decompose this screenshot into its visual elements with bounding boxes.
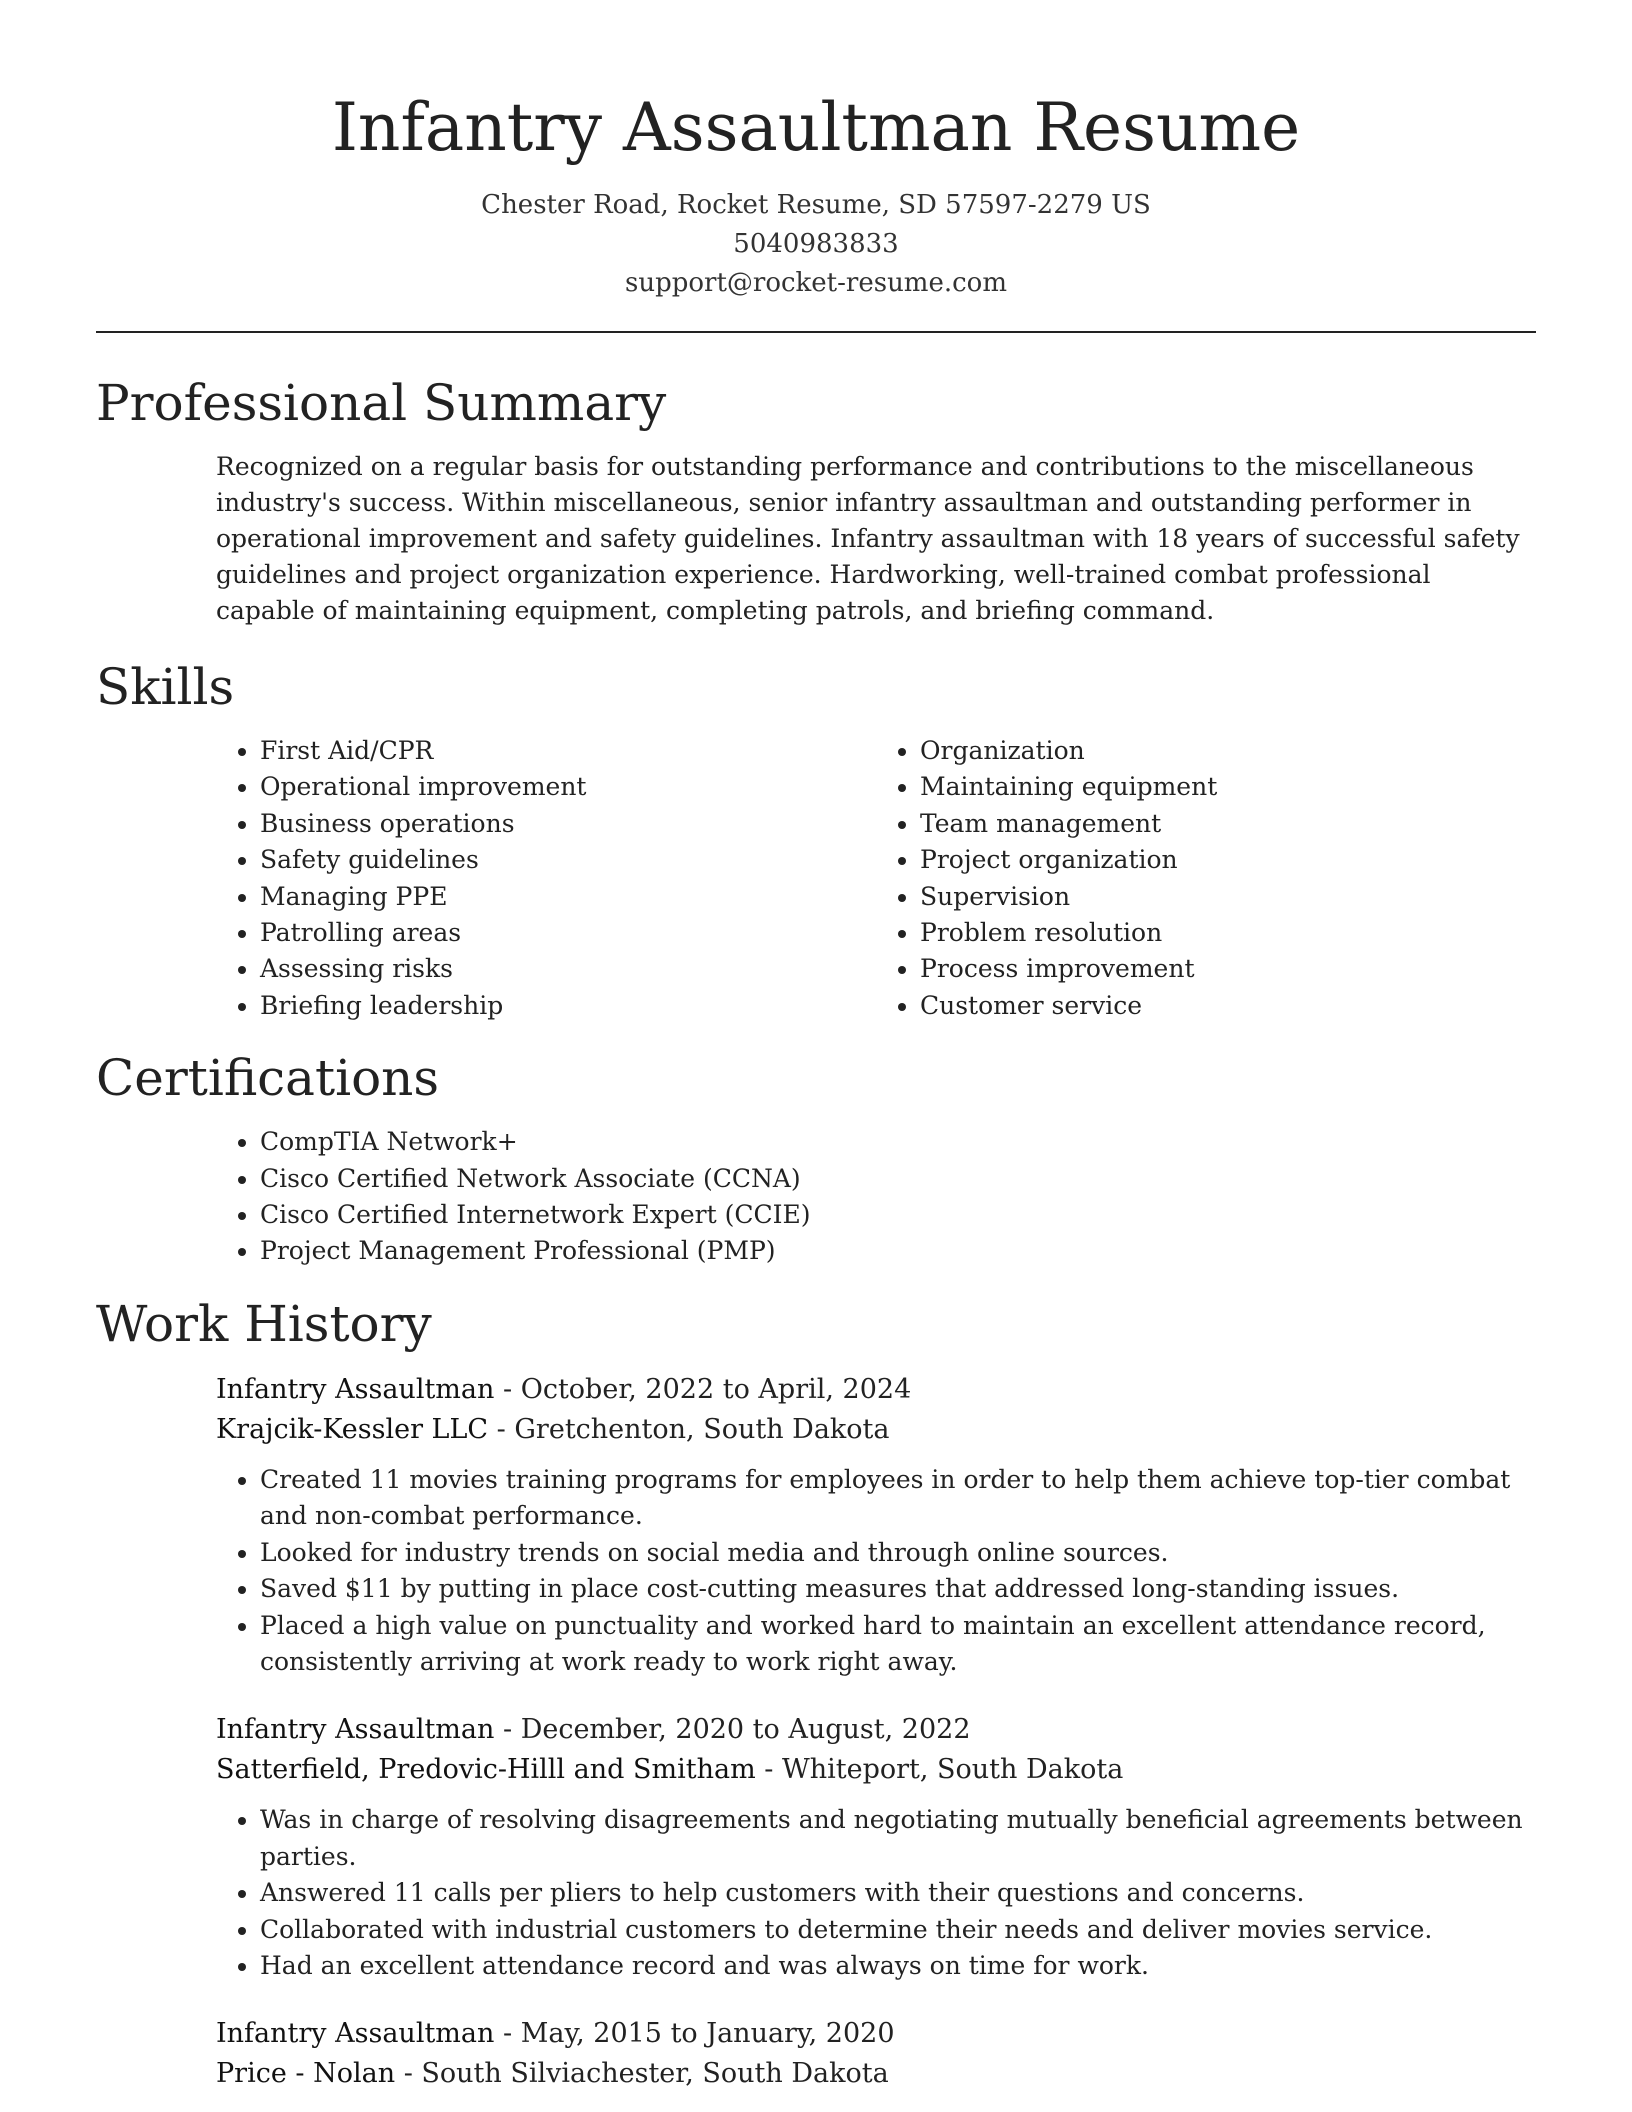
job-company: Krajcik-Kessler LLC <box>216 1413 489 1445</box>
summary-heading: Professional Summary <box>96 374 667 432</box>
job-company-line <box>216 2054 1536 2094</box>
certification-item: • Project Management Professional (PMP) <box>260 1233 1536 1269</box>
contact-info <box>96 186 1536 303</box>
certifications-list <box>216 1124 1536 1270</box>
skill-item: • Business operations <box>260 806 876 842</box>
job-dates: - December, 2020 to August, 2022 <box>494 1714 971 1746</box>
skill-item: • Team management <box>920 806 1536 842</box>
job-entry <box>216 1710 1536 1984</box>
certification-item: • Cisco Certified Network Associate (CCNA) <box>260 1161 1536 1197</box>
job-role: Infantry Assaultman <box>216 1714 495 1746</box>
job-bullet: • Was in charge of resolving disagreements and negotiating mutually beneficial agreements between parties. <box>260 1802 1536 1875</box>
skill-item: • Project organization <box>920 842 1536 878</box>
job-bullets <box>216 1462 1536 1680</box>
skill-item: • Maintaining equipment <box>920 769 1536 805</box>
job-company-line <box>216 1750 1536 1790</box>
job-title-line <box>216 2014 1536 2054</box>
skill-item: • Supervision <box>920 879 1536 915</box>
job-bullet: • Saved $11 by putting in place cost-cutting measures that addressed long-standing issues. <box>260 1571 1536 1607</box>
job-bullet: • Created 11 movies training programs for employees in order to help them achieve top-tier combat and non-combat performance. <box>260 1462 1536 1535</box>
job-bullet: • Placed a high value on punctuality and worked hard to maintain an excellent attendance record, consistently arriving at work ready to work right away. <box>260 1608 1536 1681</box>
skills-list-left <box>216 733 876 1024</box>
skill-item: • First Aid/CPR <box>260 733 876 769</box>
skill-item: • Process improvement <box>920 951 1536 987</box>
certifications-heading: Certifications <box>96 1049 440 1108</box>
header-divider <box>96 331 1536 333</box>
skill-item: • Managing PPE <box>260 879 876 915</box>
job-bullet: • Looked for industry trends on social media and through online sources. <box>260 1535 1536 1571</box>
job-company: Price - Nolan <box>216 2058 396 2090</box>
job-title-line <box>216 1710 1536 1750</box>
phone: 5040983833 <box>733 229 899 259</box>
skills-heading: Skills <box>96 658 235 716</box>
skill-item: • Problem resolution <box>920 915 1536 951</box>
job-title-line <box>216 1370 1536 1410</box>
job-role: Infantry Assaultman <box>216 2018 495 2050</box>
skill-item: • Assessing risks <box>260 951 876 987</box>
job-location: - South Silviachester, South Dakota <box>395 2058 889 2090</box>
job-location: - Gretchenton, South Dakota <box>488 1413 890 1445</box>
skill-item: • Operational improvement <box>260 769 876 805</box>
job-entry <box>216 2014 1536 2094</box>
skills-list-right <box>876 733 1536 1024</box>
email: support@rocket-resume.com <box>624 268 1007 298</box>
skill-item: • Patrolling areas <box>260 915 876 951</box>
skill-item: • Organization <box>920 733 1536 769</box>
job-bullets <box>216 1802 1536 1984</box>
job-bullet: • Collaborated with industrial customers to determine their needs and deliver movies service. <box>260 1912 1536 1948</box>
skill-item: • Customer service <box>920 988 1536 1024</box>
job-bullet: • Had an excellent attendance record and was always on time for work. <box>260 1948 1536 1984</box>
job-location: - Whiteport, South Dakota <box>755 1754 1124 1786</box>
job-entry <box>216 1370 1536 1680</box>
skills-columns <box>216 733 1536 1024</box>
job-role: Infantry Assaultman <box>216 1373 495 1405</box>
resume-header <box>96 0 1536 303</box>
job-dates: - October, 2022 to April, 2024 <box>494 1373 912 1405</box>
job-dates: - May, 2015 to January, 2020 <box>494 2018 895 2050</box>
summary-text: Recognized on a regular basis for outstanding performance and contributions to the miscellaneous industry's success. Within miscellaneous, senior infantry assaultman and outstanding performer in operational improvement and safety guidelines. Infantry assaultman with 18 years of successful safety guidelines and project organization experience. Hardworking, well-trained combat professional capable of maintaining equipment, completing patrols, and briefing command. <box>216 452 1520 625</box>
address: Chester Road, Rocket Resume, SD 57597-2279 US <box>481 190 1151 220</box>
job-bullet: • Answered 11 calls per pliers to help customers with their questions and concerns. <box>260 1875 1536 1911</box>
certification-item: • Cisco Certified Internetwork Expert (CCIE) <box>260 1197 1536 1233</box>
skill-item: • Briefing leadership <box>260 988 876 1024</box>
skill-item: • Safety guidelines <box>260 842 876 878</box>
job-company-line <box>216 1410 1536 1450</box>
certification-item: • CompTIA Network+ <box>260 1124 1536 1160</box>
resume-title: Infantry Assaultman Resume <box>331 89 1301 166</box>
resume-page <box>96 0 1536 2094</box>
job-company: Satterfield, Predovic-Hilll and Smitham <box>216 1754 756 1786</box>
work-history-heading: Work History <box>96 1294 432 1353</box>
